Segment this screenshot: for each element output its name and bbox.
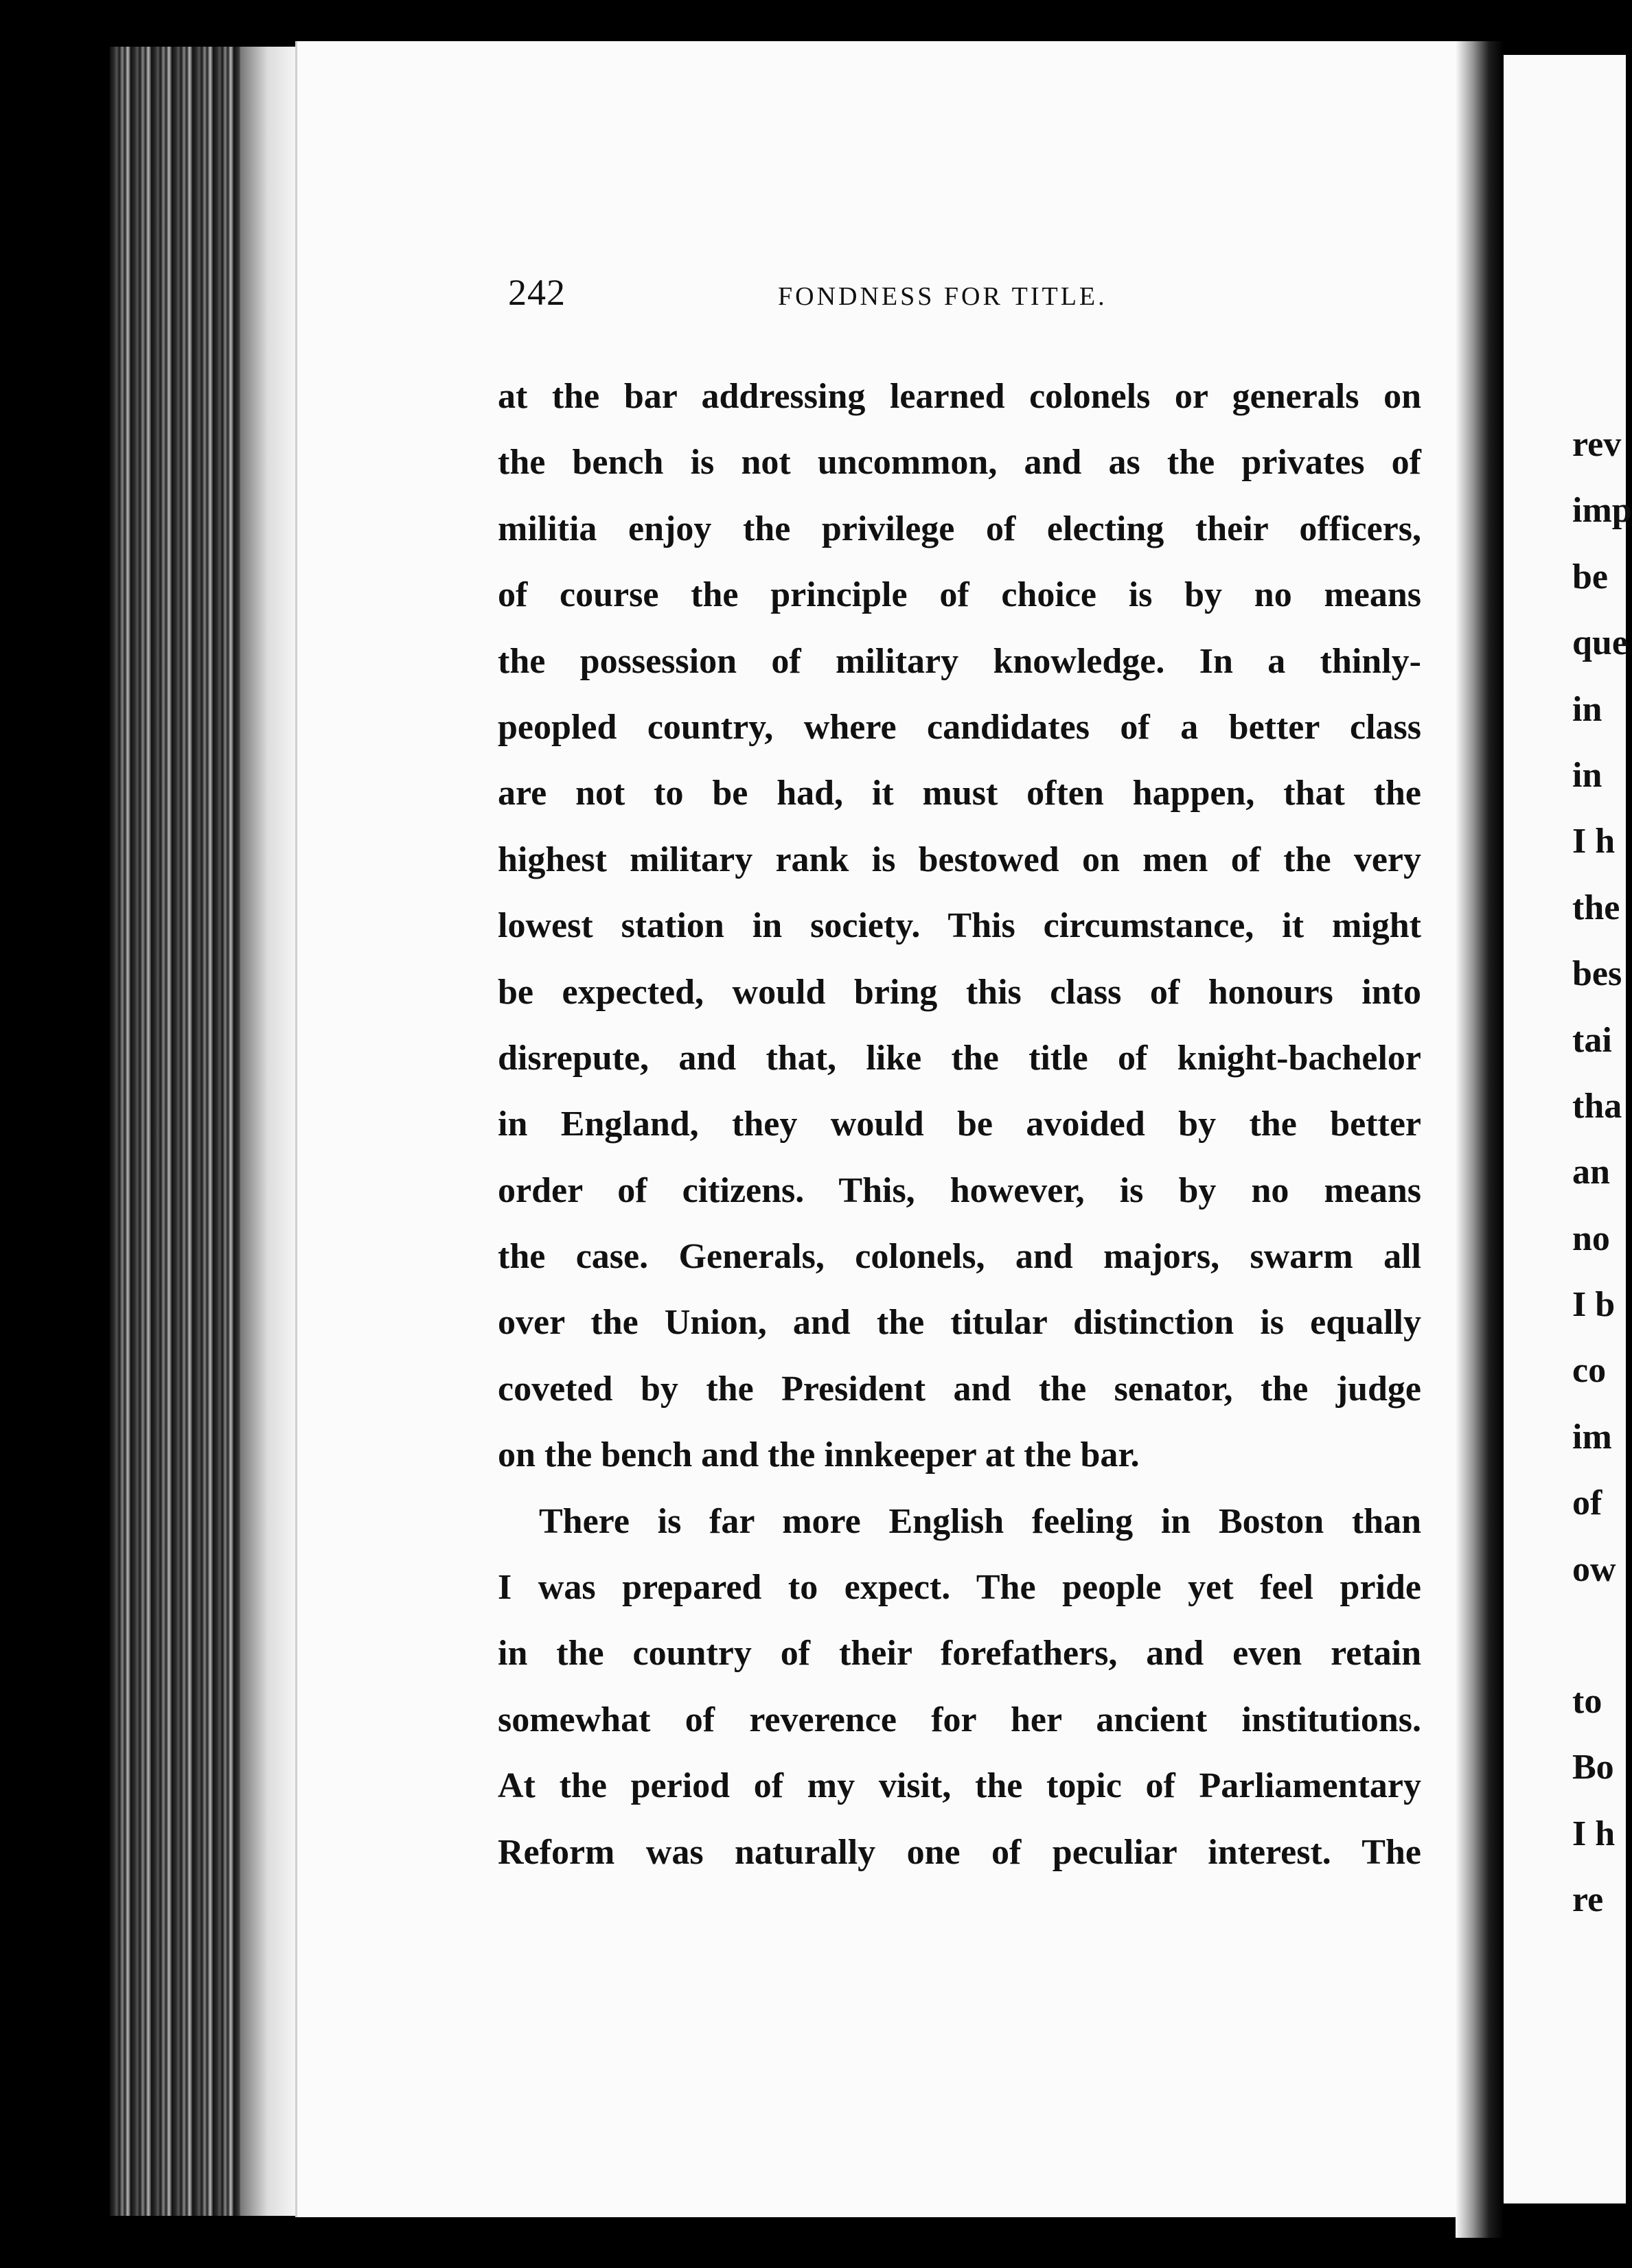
text-line: highest military rank is bestowed on men of the very: [498, 840, 1421, 879]
running-head: FONDNESS FOR TITLE.: [778, 282, 1107, 311]
facing-text-fragment: imp: [1572, 491, 1632, 531]
facing-text-fragment: re: [1572, 1880, 1604, 1920]
text-line: I was prepared to expect. The people yet feel pride: [498, 1568, 1421, 1608]
facing-text-fragment: co: [1572, 1351, 1607, 1391]
facing-text-fragment: I h: [1572, 1814, 1616, 1853]
text-line: peopled country, where candidates of a better class: [498, 707, 1421, 747]
text-line: disrepute, and that, like the title of knight-bachelor: [498, 1038, 1421, 1078]
text-line: coveted by the President and the senator, the judge: [498, 1369, 1421, 1409]
facing-text-fragment: in: [1572, 689, 1602, 729]
page-edges: [110, 47, 295, 2216]
text-line: in England, they would be avoided by the better: [498, 1104, 1421, 1144]
facing-text-fragment: que: [1572, 623, 1628, 663]
facing-page-text: [1572, 412, 1632, 1934]
facing-text-fragment: rev: [1572, 425, 1622, 464]
facing-text-fragment: tai: [1572, 1020, 1612, 1060]
page-body: [498, 364, 1421, 1886]
text-line: the bench is not uncommon, and as the privates of: [498, 443, 1421, 483]
text-line: order of citizens. This, however, is by no means: [498, 1170, 1421, 1210]
facing-text-fragment: im: [1572, 1417, 1612, 1457]
text-line: are not to be had, it must often happen, that the: [498, 774, 1421, 813]
facing-text-fragment: in: [1572, 755, 1602, 795]
text-line: lowest station in society. This circumstance, it might: [498, 906, 1421, 946]
facing-text-fragment: an: [1572, 1153, 1610, 1192]
facing-text-fragment: I h: [1572, 822, 1616, 861]
facing-text-fragment: be: [1572, 557, 1608, 597]
facing-text-fragment: ow: [1572, 1549, 1616, 1589]
facing-text-fragment: tha: [1572, 1086, 1622, 1126]
text-line: at the bar addressing learned colonels or generals on: [498, 377, 1421, 416]
facing-text-fragment: no: [1572, 1218, 1610, 1258]
book-gutter: [1456, 41, 1504, 2238]
facing-text-fragment: to: [1572, 1682, 1602, 1722]
text-line: be expected, would bring this class of honours into: [498, 972, 1421, 1012]
facing-text-fragment: of: [1572, 1483, 1602, 1523]
paragraph-1: [498, 364, 1421, 1489]
text-line: the case. Generals, colonels, and majors, swarm all: [498, 1237, 1421, 1277]
text-line: militia enjoy the privilege of electing their officers,: [498, 509, 1421, 548]
facing-text-fragment: bes: [1572, 954, 1622, 994]
text-line: of course the principle of choice is by no means: [498, 575, 1421, 615]
text-line: in the country of their forefathers, and even retain: [498, 1634, 1421, 1674]
facing-page: [1504, 55, 1632, 2203]
text-line: There is far more English feeling in Boston than: [539, 1501, 1421, 1541]
text-line: somewhat of reverence for her ancient institutions.: [498, 1700, 1421, 1739]
text-line: over the Union, and the titular distinction is equally: [498, 1303, 1421, 1343]
text-line: At the period of my visit, the topic of Parliamentary: [498, 1766, 1421, 1806]
paragraph-2: [498, 1489, 1421, 1886]
text-line: on the bench and the innkeeper at the bar.: [498, 1435, 1140, 1475]
facing-text-fragment: I b: [1572, 1285, 1616, 1325]
facing-text-fragment: the: [1572, 888, 1620, 927]
text-line: the possession of military knowledge. In a thinly-: [498, 641, 1421, 681]
facing-text-fragment: Bo: [1572, 1748, 1614, 1787]
text-line: Reform was naturally one of peculiar interest. The: [498, 1832, 1421, 1872]
page-number: 242: [508, 272, 566, 313]
